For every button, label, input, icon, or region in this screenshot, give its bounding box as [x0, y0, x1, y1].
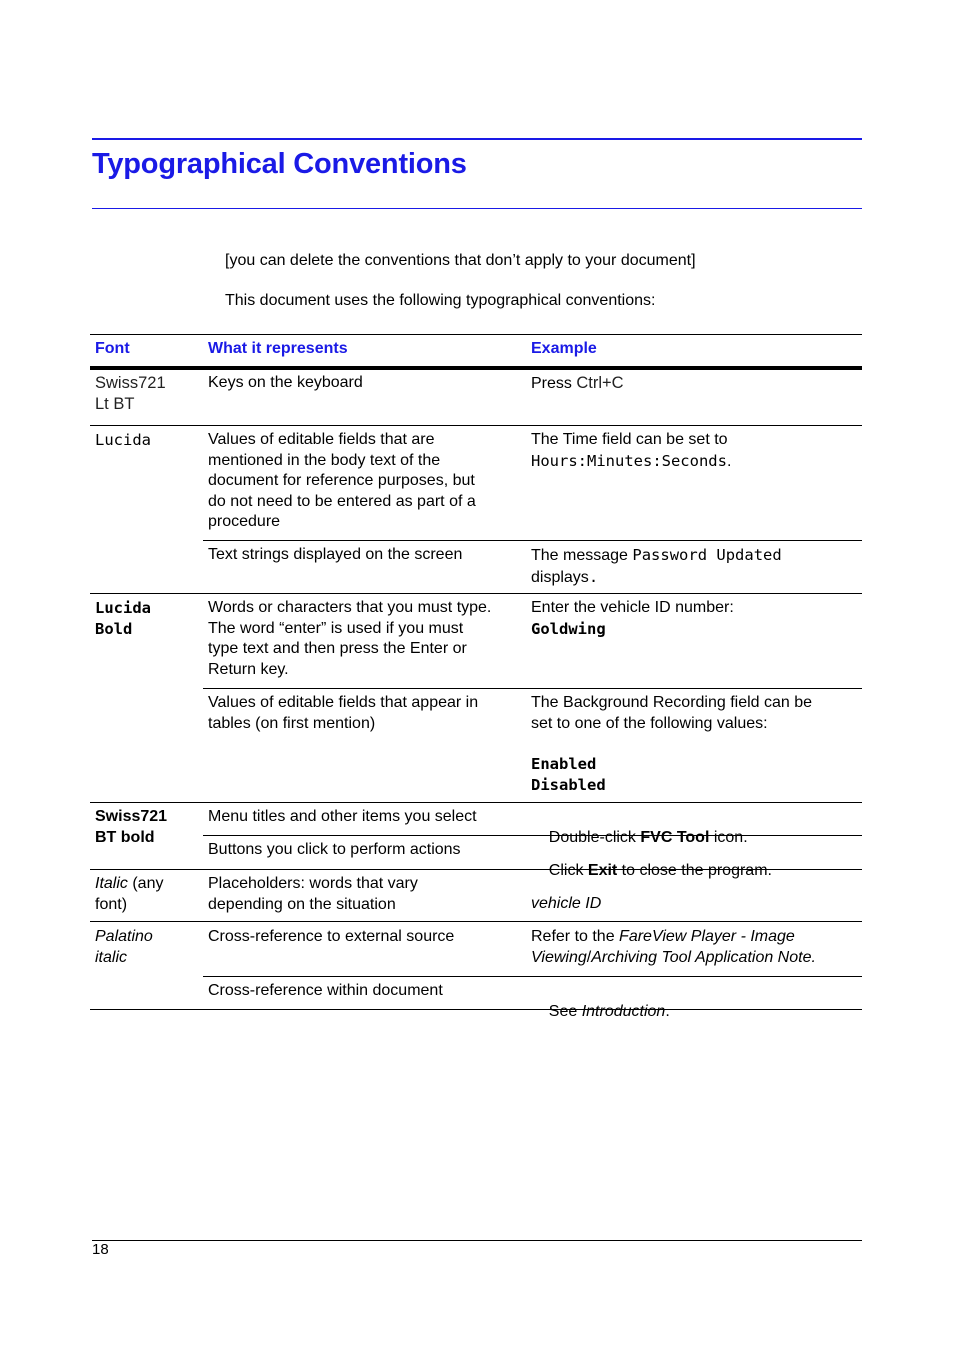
example-italic: FareView Player - Image — [619, 928, 795, 945]
what-line: procedure — [208, 513, 281, 530]
example-line: The Background Recording field can be — [531, 694, 813, 711]
example-cell — [531, 840, 772, 902]
font-name-line: italic — [95, 948, 128, 966]
what-line: document for reference purposes, but — [208, 472, 475, 489]
what-cell: Menu titles and other items you select — [208, 808, 477, 825]
header-what: What it represents — [208, 340, 348, 357]
intro-note: [you can delete the conventions that don’t apply to your document] — [225, 252, 696, 269]
what-cell — [208, 693, 478, 734]
row-divider — [90, 593, 862, 594]
example-italic: Viewing — [531, 948, 587, 966]
example-text: displays — [531, 568, 589, 586]
header-example: Example — [531, 340, 597, 357]
example-key: Ctrl+C — [576, 374, 624, 392]
example-italic: Introduction — [581, 1002, 666, 1020]
example-cell — [531, 545, 782, 588]
example-mono-bold: Goldwing — [531, 619, 606, 638]
font-name-line: Lucida — [95, 599, 151, 617]
table-top-rule — [90, 334, 862, 335]
example-italic: Archiving Tool Application Note. — [591, 948, 816, 966]
font-cell — [95, 373, 166, 414]
example-text: Press — [531, 375, 577, 392]
example-text: Double-click — [548, 828, 641, 846]
what-line: The word “enter” is used if you must — [208, 619, 464, 637]
example-cell — [531, 430, 731, 472]
row-divider — [90, 921, 862, 922]
example-text: icon. — [709, 828, 748, 846]
example-text: The message — [531, 547, 633, 564]
intro-text: This document uses the following typographical conventions: — [225, 292, 656, 309]
row-divider — [90, 425, 862, 426]
what-line: Values of editable fields that are — [208, 431, 435, 448]
what-cell — [208, 874, 418, 915]
example-cell — [531, 693, 812, 795]
example-slash: / — [586, 948, 592, 966]
example-text: Click — [548, 861, 588, 879]
example-bold: FVC Tool — [640, 828, 710, 846]
header-font: Font — [95, 340, 130, 357]
font-cell — [95, 874, 163, 915]
example-cell — [531, 894, 601, 915]
font-name-line: Swiss721 — [95, 374, 166, 392]
row-divider — [203, 976, 862, 977]
font-name-rest: (any — [127, 875, 164, 892]
font-cell — [95, 598, 151, 639]
what-cell: Cross-reference within document — [208, 982, 443, 999]
font-name-italic: Italic — [95, 875, 128, 892]
example-line: The Time field can be set to — [531, 431, 728, 448]
footer-rule — [92, 1240, 862, 1241]
what-line: Values of editable fields that appear in — [208, 694, 479, 711]
example-value: Enabled — [531, 755, 597, 773]
example-italic: vehicle ID — [531, 895, 602, 912]
table-header-rule — [90, 366, 862, 370]
page-number: 18 — [92, 1241, 109, 1258]
example-line: set to one of the following values: — [531, 714, 768, 732]
what-line: mentioned in the body text of the — [208, 451, 441, 469]
font-name-line: Palatino — [95, 928, 153, 945]
row-divider — [203, 540, 862, 541]
what-line: Placeholders: words that vary — [208, 875, 418, 892]
what-line: depending on the situation — [208, 895, 396, 913]
what-line: tables (on first mention) — [208, 714, 376, 732]
example-cell — [531, 981, 670, 1043]
font-cell: Lucida — [95, 431, 151, 449]
title-bottom-rule — [92, 208, 862, 209]
example-line: Enter the vehicle ID number: — [531, 599, 734, 616]
example-cell — [531, 598, 734, 639]
what-cell: Text strings displayed on the screen — [208, 546, 463, 563]
what-line: Return key. — [208, 660, 289, 678]
font-name-line: Lt BT — [95, 394, 135, 413]
font-name-line: font) — [95, 895, 128, 913]
what-cell: Keys on the keyboard — [208, 374, 363, 391]
font-name-line: Bold — [95, 619, 133, 638]
font-cell — [95, 807, 167, 848]
what-cell — [208, 430, 476, 533]
font-name-line: Swiss721 — [95, 808, 168, 825]
row-divider — [203, 688, 862, 689]
example-cell — [531, 927, 816, 968]
example-text: See — [548, 1002, 582, 1020]
row-divider — [90, 802, 862, 803]
what-line: Words or characters that you must type. — [208, 599, 492, 616]
page-title: Typographical Conventions — [92, 148, 467, 180]
example-mono: Password Updated — [632, 546, 782, 564]
example-bold: Exit — [587, 861, 618, 879]
what-cell: Buttons you click to perform actions — [208, 841, 461, 858]
example-value: Disabled — [531, 775, 606, 794]
what-cell: Cross-reference to external source — [208, 928, 455, 945]
font-cell — [95, 927, 153, 968]
table-bottom-rule — [90, 1009, 862, 1010]
example-text: Refer to the — [531, 928, 620, 945]
what-line: type text and then press the Enter or — [208, 640, 467, 657]
example-punct: . — [588, 567, 599, 586]
what-line: do not need to be entered as part of a — [208, 492, 476, 510]
example-text: . — [665, 1002, 670, 1020]
example-cell — [531, 373, 624, 395]
example-punct: . — [726, 452, 732, 470]
font-name-line: BT bold — [95, 828, 155, 846]
example-text: to close the program. — [617, 861, 772, 879]
title-top-rule — [92, 138, 862, 140]
example-mono: Hours:Minutes:Seconds — [531, 451, 727, 470]
what-cell — [208, 598, 491, 680]
